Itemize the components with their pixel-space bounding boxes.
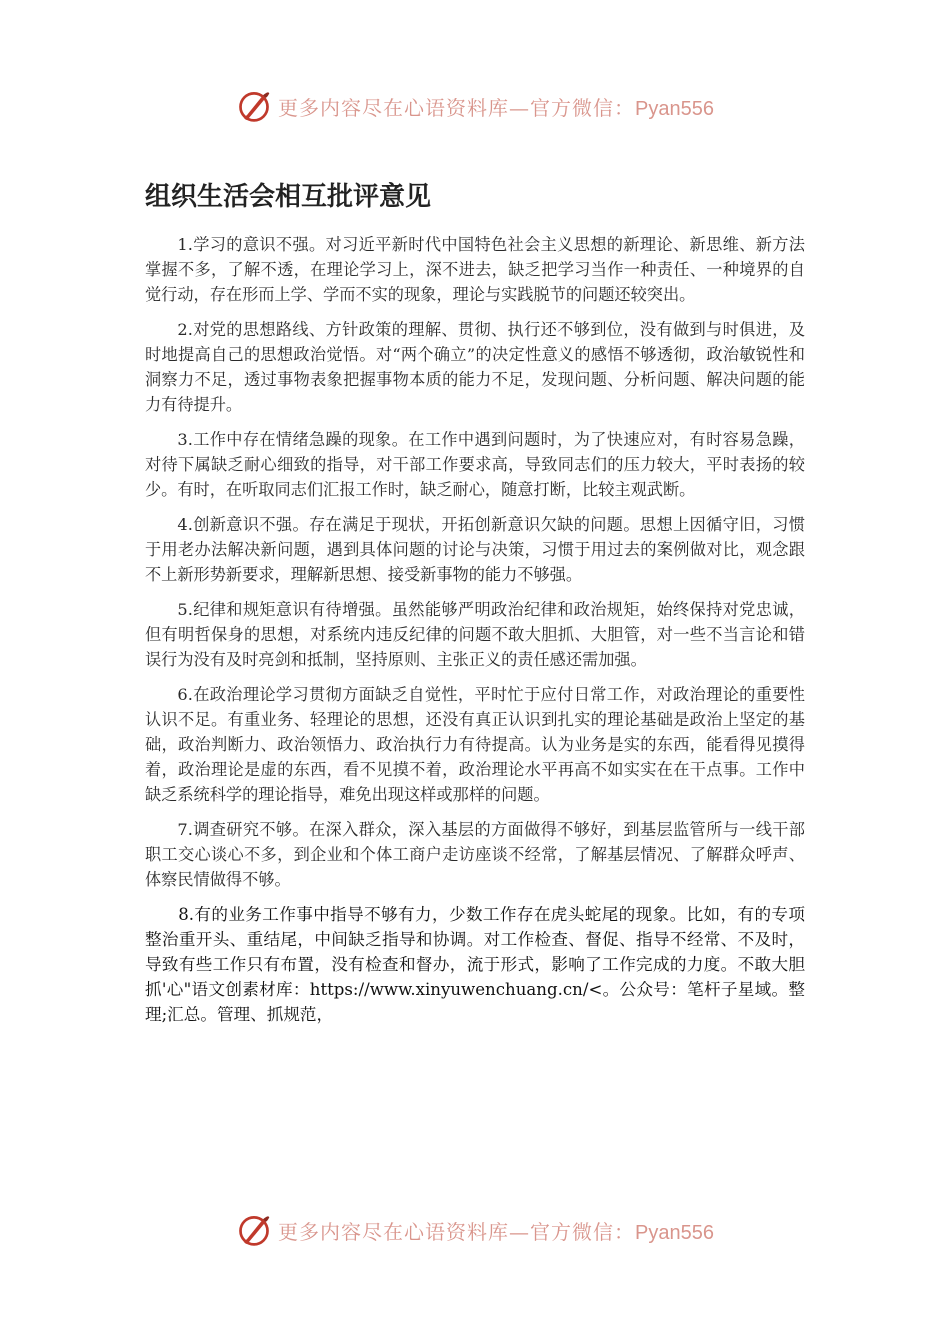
document-title: 组织生活会相互批评意见 — [145, 182, 432, 212]
footer-watermark-banner — [0, 1208, 950, 1252]
header-watermark-banner — [0, 84, 950, 128]
header-wechat-id: Pyan556 — [635, 97, 714, 120]
quill-ink-logo-icon — [236, 88, 272, 124]
paragraph-6: 6.在政治理论学习贯彻方面缺乏自觉性，平时忙于应付日常工作，对政治理论的重要性认识不足。有重业务、轻理论的思想，还没有真正认识到扎实的理论基础是政治上坚定的基础，政治判断力、政治领悟力、政治执行力有待提高。认为业务是实的东西，能看得见摸得着，政治理论是虚的东西，看不见摸不着，政治理论水平再高不如实实在在干点事。工作中缺乏系统科学的理论指导，难免出现这样或那样的问题。 — [145, 685, 805, 804]
header-watermark-label: 更多内容尽在心语资料库—官方微信： — [278, 95, 636, 120]
footer-watermark-text — [278, 1216, 714, 1245]
paragraph-8: 8.有的业务工作事中指导不够有力，少数工作存在虎头蛇尾的现象。比如，有的专项整治重开头、重结尾，中间缺乏指导和协调。对工作检查、督促、指导不经常、不及时，导致有些工作只有布置，没有检查和督办，流于形式，影响了工作完成的力度。不敢大胆抓'心"语文创素材库：https://www.xinyuwenchuang.cn/<。公众号：笔杆子星域。整理;汇总。管理、抓规范， — [145, 905, 805, 1024]
paragraph-4: 4.创新意识不强。存在满足于现状，开拓创新意识欠缺的问题。思想上因循守旧，习惯于用老办法解决新问题，遇到具体问题的讨论与决策，习惯于用过去的案例做对比，观念跟不上新形势新要求，理解新思想、接受新事物的能力不够强。 — [145, 515, 805, 584]
footer-watermark-label: 更多内容尽在心语资料库—官方微信： — [278, 1219, 636, 1244]
paragraph-1: 1.学习的意识不强。对习近平新时代中国特色社会主义思想的新理论、新思维、新方法掌握不多，了解不透，在理论学习上，深不进去，缺乏把学习当作一种责任、一种境界的自觉行动，存在形而上学、学而不实的现象，理论与实践脱节的问题还较突出。 — [145, 235, 805, 304]
paragraph-5: 5.纪律和规矩意识有待增强。虽然能够严明政治纪律和政治规矩，始终保持对党忠诚，但有明哲保身的思想，对系统内违反纪律的问题不敢大胆抓、大胆管，对一些不当言论和错误行为没有及时亮剑和抵制，坚持原则、主张正义的责任感还需加强。 — [145, 600, 805, 669]
paragraph-2: 2.对党的思想路线、方针政策的理解、贯彻、执行还不够到位，没有做到与时俱进，及时地提高自己的思想政治觉悟。对“两个确立”的决定性意义的感悟不够透彻，政治敏锐性和洞察力不足，透过事物表象把握事物本质的能力不足，发现问题、分析问题、解决问题的能力有待提升。 — [145, 320, 805, 414]
document-body — [145, 232, 805, 1037]
header-watermark-content — [236, 88, 714, 124]
header-watermark-text — [278, 92, 714, 121]
footer-watermark-content — [236, 1212, 714, 1248]
footer-wechat-id: Pyan556 — [635, 1221, 714, 1244]
quill-ink-logo-icon — [236, 1212, 272, 1248]
paragraph-7: 7.调查研究不够。在深入群众，深入基层的方面做得不够好，到基层监管所与一线干部职工交心谈心不多，到企业和个体工商户走访座谈不经常，了解基层情况、了解群众呼声、体察民情做得不够。 — [145, 820, 805, 889]
paragraph-3: 3.工作中存在情绪急躁的现象。在工作中遇到问题时，为了快速应对，有时容易急躁，对待下属缺乏耐心细致的指导，对干部工作要求高，导致同志们的压力较大，平时表扬的较少。有时，在听取同志们汇报工作时，缺乏耐心，随意打断，比较主观武断。 — [145, 430, 805, 499]
